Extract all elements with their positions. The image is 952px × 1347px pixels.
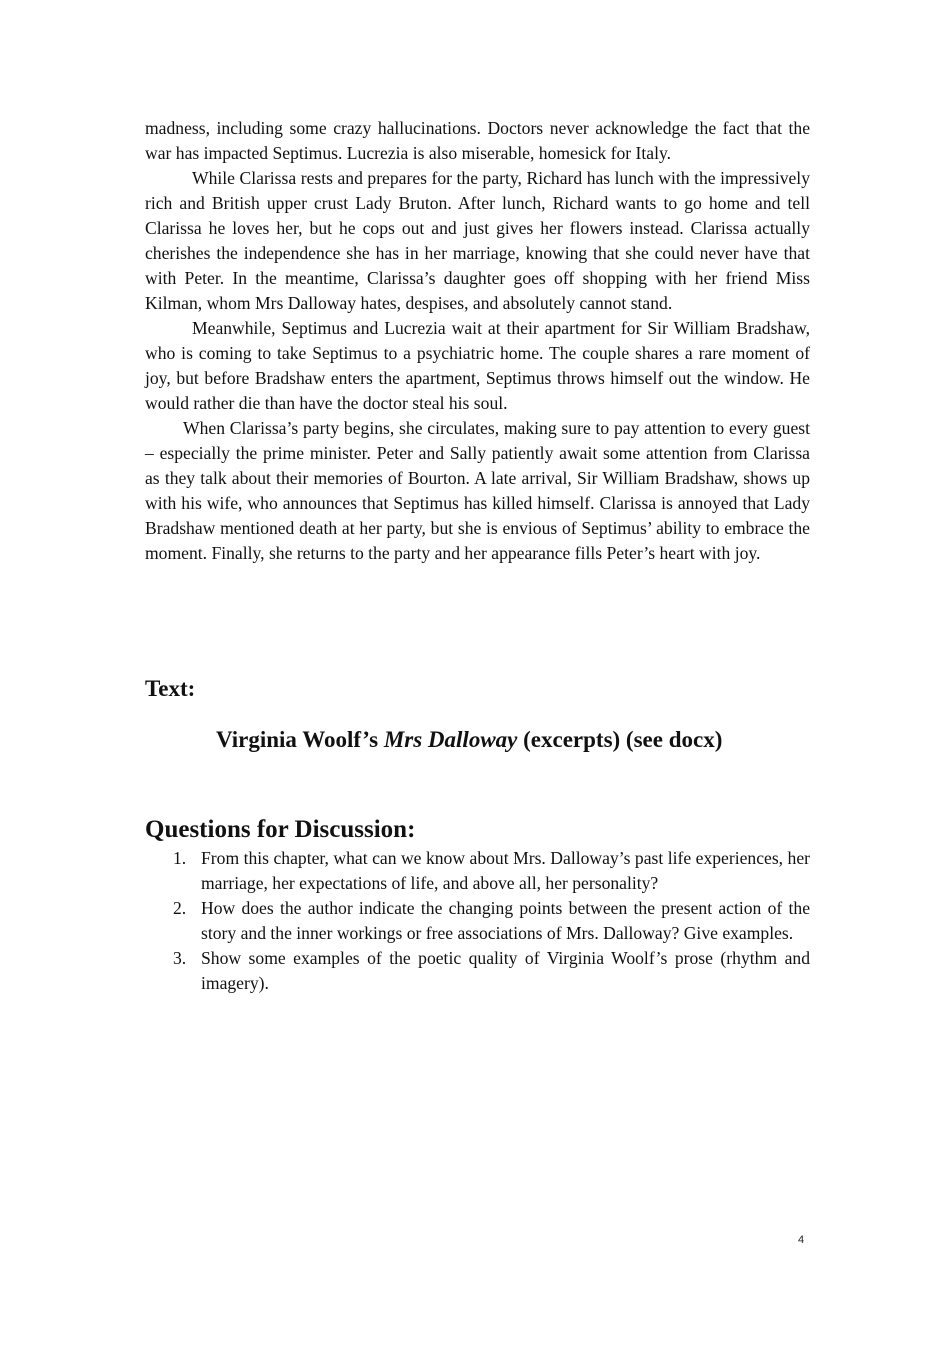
question-text: From this chapter, what can we know about Mrs. Dalloway’s past life experiences, her marriage, her expectations of life, and above all, her personality?: [201, 848, 810, 893]
work-title-author: Virginia Woolf’s: [216, 727, 379, 752]
paragraph: madness, including some crazy hallucinations. Doctors never acknowledge the fact that the war has impacted Septimus. Lucrezia is also miserable, homesick for Italy.: [145, 118, 810, 163]
question-text: Show some examples of the poetic quality of Virginia Woolf’s prose (rhythm and imagery).: [201, 948, 810, 993]
paragraph: While Clarissa rests and prepares for the party, Richard has lunch with the impressively rich and British upper crust Lady Bruton. After lunch, Richard wants to go home and tell Clarissa he loves her, but he cops out and just gives her flowers instead. Clarissa actually cherishes the independence she has in her marriage, knowing that she could never have that with Peter. In the meantime, Clarissa’s daughter goes off shopping with her friend Miss Kilman, whom Mrs Dalloway hates, despises, and absolutely cannot stand.: [145, 168, 810, 313]
paragraph: When Clarissa’s party begins, she circulates, making sure to pay attention to every guest – especially the prime minister. Peter and Sally patiently await some attention from Clarissa as they talk about their memories of Bourton. A late arrival, Sir William Bradshaw, shows up with his wife, who announces that Septimus has killed himself. Clarissa is annoyed that Lady Bradshaw mentioned death at her party, but she is envious of Septimus’ ability to embrace the moment. Finally, she returns to the party and her appearance fills Peter’s heart with joy.: [145, 418, 810, 563]
questions-list: [145, 846, 810, 996]
page-number: 4: [798, 1234, 805, 1246]
question-item: [145, 946, 810, 996]
work-title-suffix: (excerpts) (see docx): [523, 727, 723, 752]
work-title-name: Mrs Dalloway: [383, 727, 518, 752]
question-text: How does the author indicate the changing points between the present action of the story and the inner workings or free associations of Mrs. Dalloway? Give examples.: [201, 898, 810, 943]
question-item: [145, 846, 810, 896]
question-number: 1.: [173, 848, 187, 868]
question-item: [145, 896, 810, 946]
summary-text: [145, 116, 810, 566]
question-number: 3.: [173, 948, 187, 968]
paragraph: Meanwhile, Septimus and Lucrezia wait at their apartment for Sir William Bradshaw, who is coming to take Septimus to a psychiatric home. The couple shares a rare moment of joy, but before Bradshaw enters the apartment, Septimus throws himself out the window. He would rather die than have the doctor steal his soul.: [145, 318, 810, 413]
text-section-heading: Text:: [145, 676, 196, 701]
questions-heading: Questions for Discussion:: [145, 816, 416, 843]
question-number: 2.: [173, 898, 187, 918]
